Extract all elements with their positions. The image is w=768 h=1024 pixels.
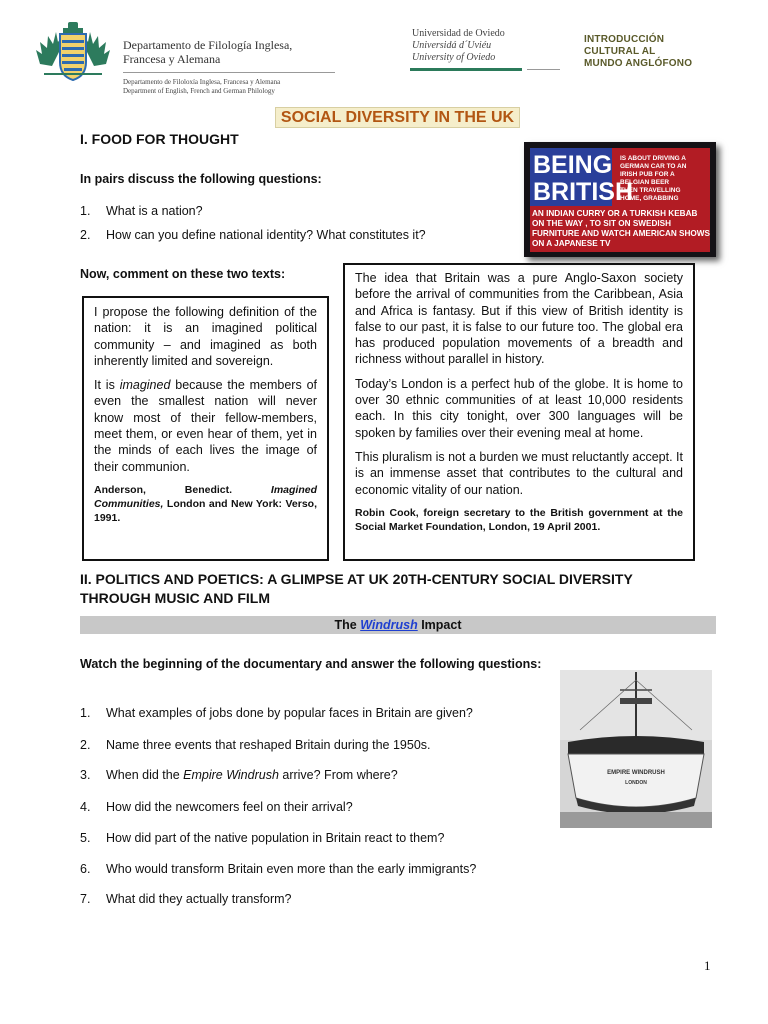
question-number: 7. — [80, 892, 91, 906]
quote-paragraph: Today’s London is a perfect hub of the globe. It is home to over 30 ethnic communities of at least 10,000 residents each. In this city tonight, over 300 languages will be spoken by families over their evening meal at home. — [355, 376, 683, 440]
quote-paragraph — [94, 377, 317, 475]
being-british-small-line: THEN TRAVELLING — [620, 187, 681, 194]
question-item — [80, 767, 398, 783]
question-text: What examples of jobs done by popular faces in Britain are given? — [106, 706, 473, 720]
question-text: What is a nation? — [106, 204, 203, 218]
department-name-line-1: Departamento de Filología Inglesa, — [123, 38, 293, 52]
department-name — [123, 38, 292, 66]
question-text: arrive? From where? — [278, 768, 398, 782]
anderson-quote-box — [82, 296, 329, 561]
question-number: 3. — [80, 768, 91, 782]
question-text: How can you define national identity? What constitutes it? — [106, 228, 426, 242]
question-text: Name three events that reshaped Britain during the 1950s. — [106, 738, 431, 752]
question-item — [80, 891, 292, 907]
question-item — [80, 830, 444, 846]
course-name-line-1: INTRODUCCIÓN — [584, 34, 665, 45]
being-british-word-2: BRITISH — [533, 178, 633, 206]
being-british-word-1: BEING — [533, 151, 613, 179]
quote-paragraph: This pluralism is not a burden we must reluctantly accept. It is an immense asset that contributes to the cultural and economic vitality of our nation. — [355, 449, 683, 497]
citation-title: Imagined Communities, — [94, 483, 317, 510]
university-accent-bar — [410, 68, 522, 71]
quote-paragraph: I propose the following definition of the nation: it is an imagined political community – and imagined as both inherently limited and sovereign. — [94, 305, 317, 368]
university-name-line-1: Universidad de Oviedo — [412, 28, 505, 39]
quote-citation — [94, 483, 317, 525]
windrush-impact-bar — [80, 616, 716, 634]
question-item — [80, 227, 426, 243]
university-name-line-2: Universidá d´Uviéu — [412, 40, 492, 51]
being-british-small-line: IRISH PUB FOR A — [620, 171, 675, 178]
question-number: 6. — [80, 862, 91, 876]
question-number: 2. — [80, 738, 91, 752]
section-2-heading-line-2: THROUGH MUSIC AND FILM — [80, 590, 271, 606]
page-number: 1 — [704, 958, 711, 973]
question-item — [80, 737, 431, 753]
question-text: Who would transform Britain even more than the early immigrants? — [106, 862, 477, 876]
question-text: When did the — [106, 768, 184, 782]
question-number: 1. — [80, 706, 91, 720]
section-1-heading: I. FOOD FOR THOUGHT — [80, 131, 239, 147]
department-name-line-2: Francesa y Alemana — [123, 52, 221, 66]
question-text: How did the newcomers feel on their arrival? — [106, 800, 353, 814]
ship-name-text: EMPIRE WINDRUSH — [607, 770, 665, 776]
university-crest-logo — [34, 20, 112, 82]
department-subtitle — [123, 78, 280, 96]
cook-quote-box — [343, 263, 695, 561]
course-name-line-3: MUNDO ANGLÓFONO — [584, 58, 693, 69]
bar-text: The — [334, 618, 361, 632]
question-text: What did they actually transform? — [106, 892, 292, 906]
being-british-image — [524, 142, 716, 257]
empire-windrush-photo — [560, 670, 712, 828]
question-number: 5. — [80, 831, 91, 845]
being-british-small-line: BELGIAN BEER — [620, 179, 670, 186]
page-title: SOCIAL DIVERSITY IN THE UK — [275, 107, 520, 128]
quote-text: It is — [94, 378, 120, 393]
quote-text: because the members of even the smallest nation will never know most of their fellow-members, meet them, or even hear of them, yet in the minds of each lives the image of their communion. — [94, 378, 317, 474]
department-subtitle-line-2: Department of English, French and German Philology — [123, 87, 275, 95]
university-rule — [527, 69, 560, 70]
comment-prompt: Now, comment on these two texts: — [80, 267, 286, 281]
header-divider — [123, 72, 335, 73]
being-british-bottom-line: ON THE WAY , TO SIT ON SWEDISH — [532, 219, 672, 228]
citation-author: Anderson, Benedict. — [94, 483, 271, 496]
question-number: 1. — [80, 204, 91, 218]
ship-illustration — [560, 670, 712, 828]
question-text: How did part of the native population in Britain react to them? — [106, 831, 445, 845]
quote-paragraph: The idea that Britain was a pure Anglo-Saxon society before the arrival of communities from the Caribbean, Asia and Africa is fantasy. But if this view of British identity is false to our past, it is false to our future too. The global era has produced population movements of a breadth and richness without parallel in history. — [355, 271, 683, 367]
section-2-prompt: Watch the beginning of the documentary and answer the following questions: — [80, 657, 542, 671]
ship-port-text: LONDON — [625, 780, 647, 786]
bar-text: Impact — [417, 618, 462, 632]
question-number: 4. — [80, 800, 91, 814]
citation-publisher: London and New York: Verso, 1991. — [94, 497, 317, 524]
being-british-graphic — [524, 142, 716, 257]
section-2-heading — [80, 570, 633, 608]
question-item — [80, 799, 353, 815]
quote-citation: Robin Cook, foreign secretary to the British government at the Social Market Foundation, London, 19 April 2001. — [355, 506, 683, 533]
question-emphasis: Empire Windrush — [183, 768, 279, 782]
being-british-bottom-line: AN INDIAN CURRY OR A TURKISH KEBAB — [532, 209, 698, 218]
quote-emphasis: imagined — [119, 378, 171, 393]
being-british-bottom-line: FURNITURE AND WATCH AMERICAN SHOWS — [532, 229, 710, 238]
section-2-heading-line-1: II. POLITICS AND POETICS: A GLIMPSE AT UK 20TH-CENTURY SOCIAL DIVERSITY — [80, 571, 633, 587]
being-british-small-line: IS ABOUT DRIVING A — [620, 155, 686, 162]
question-item — [80, 203, 203, 219]
being-british-small-line: HOME, GRABBING — [620, 195, 679, 202]
university-name — [412, 28, 505, 64]
question-item — [80, 861, 476, 877]
being-british-bottom-line: ON A JAPANESE TV — [532, 239, 611, 248]
course-name-line-2: CULTURAL AL — [584, 46, 656, 57]
question-item — [80, 705, 473, 721]
department-subtitle-line-1: Departamento de Filoloxía Inglesa, Francesa y Alemana — [123, 78, 281, 86]
course-name — [584, 34, 692, 70]
windrush-link[interactable]: Windrush — [360, 618, 418, 632]
section-1-prompt: In pairs discuss the following questions: — [80, 172, 322, 186]
university-name-line-3: University of Oviedo — [412, 52, 496, 63]
being-british-small-line: GERMAN CAR TO AN — [620, 163, 687, 170]
question-number: 2. — [80, 228, 91, 242]
